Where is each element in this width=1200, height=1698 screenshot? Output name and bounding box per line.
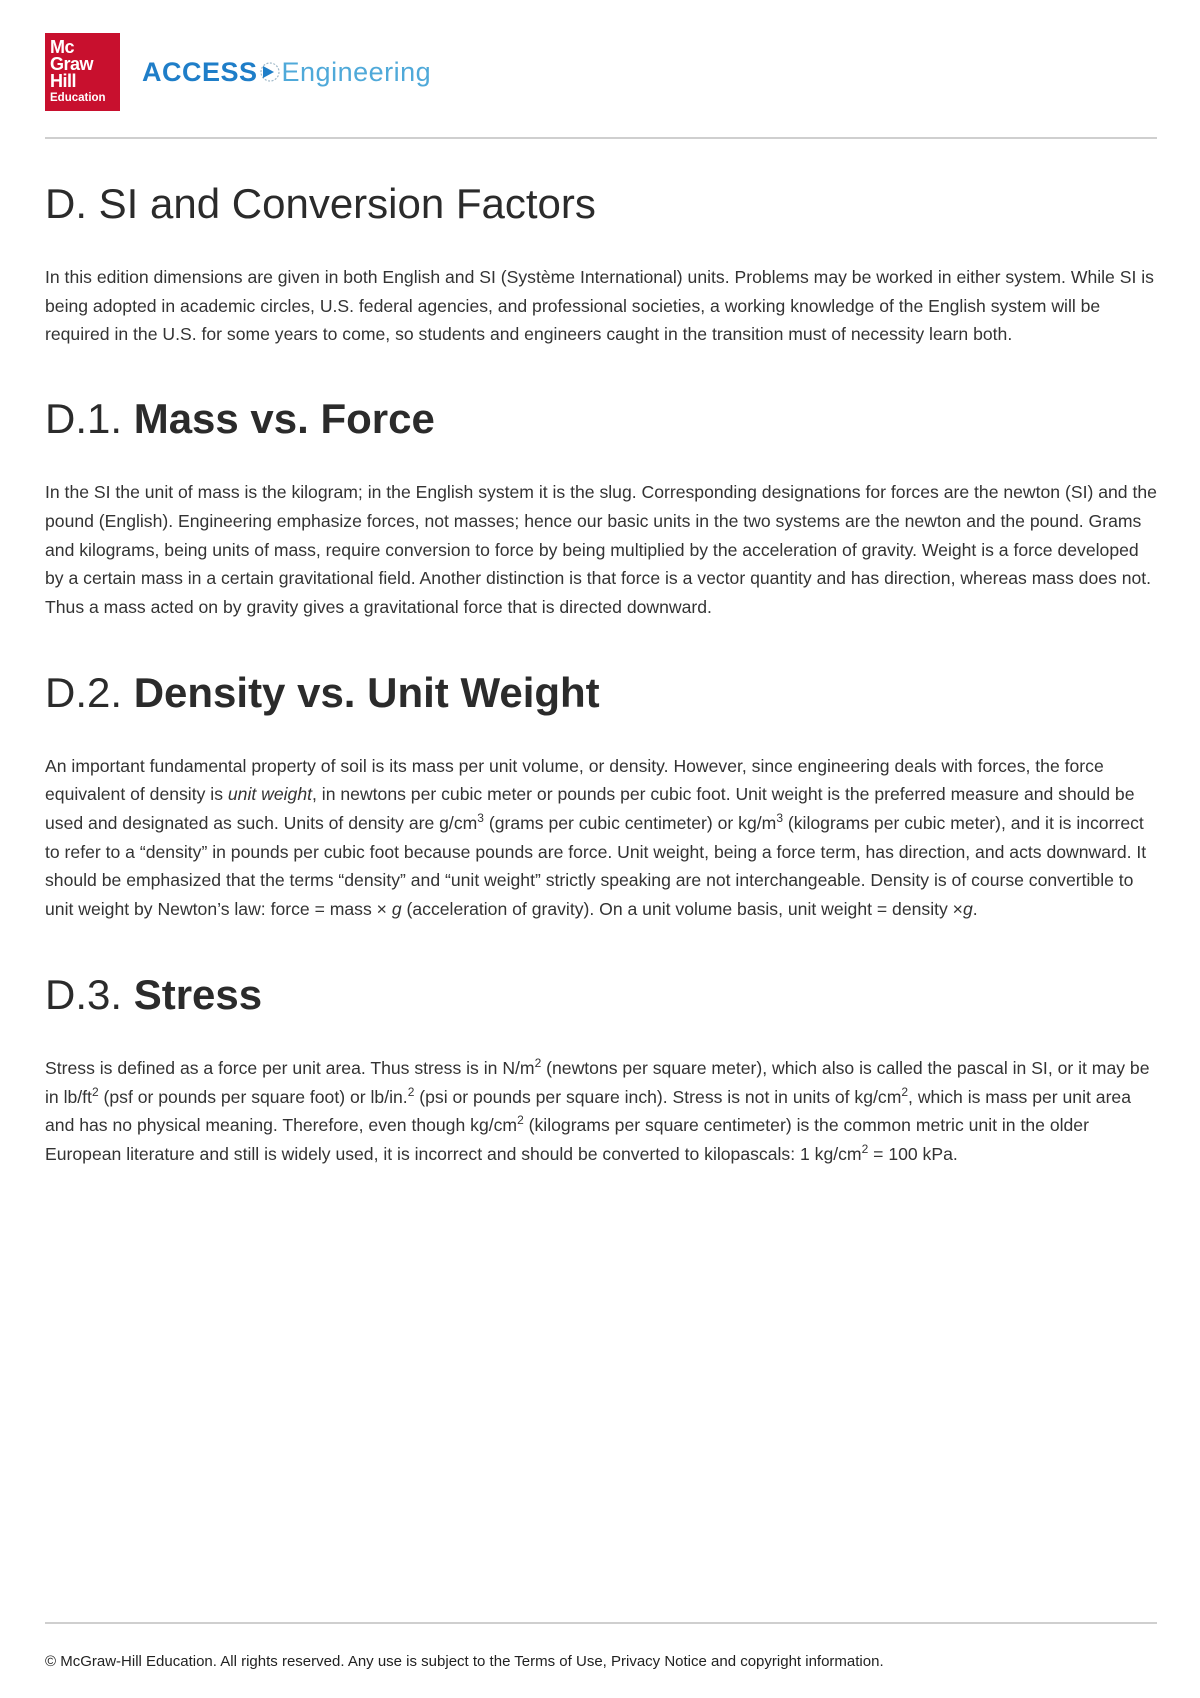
logo-line-mc: Mc xyxy=(50,37,75,57)
text-run: (psf or pounds per square foot) or lb/in. xyxy=(98,1086,408,1107)
section-title: Mass vs. Force xyxy=(133,395,435,443)
text-run: , which is mass per unit area and has no physical meaning. Therefore, even though kg/cm xyxy=(45,1086,1131,1136)
text-run: (newtons per square meter), which also is called the pascal in SI, or it may be in lb/ft xyxy=(45,1057,1150,1107)
copyright-footer: © McGraw-Hill Education. All rights reserved. Any use is subject to the Terms of Use, Privacy Notice and copyright information. xyxy=(45,1653,884,1670)
text-run: (psi or pounds per square inch). Stress is not in units of kg/cm xyxy=(414,1086,902,1107)
section-number: D.3. xyxy=(45,970,123,1018)
text-run: (acceleration of gravity). On a unit volume basis, unit weight = density × xyxy=(401,899,963,920)
superscript: 2 xyxy=(517,1113,524,1128)
text-run: (kilograms per cubic meter), and it is incorrect to refer to a “density” in pounds per cubic foot because pounds are force. Unit weight, being a force term, has direction, and acts downward. It should be emphasized that the terms “density” and “unit weight” strictly speaking are not interchangeable. Density is of course convertible to unit weight by Newton’s law: force = mass × xyxy=(45,813,1147,920)
logo-line-education: Education xyxy=(50,92,106,104)
section-d1-paragraph: In the SI the unit of mass is the kilogram; in the English system it is the slug. Corresponding designations for forces are the newton (SI) and the pound (English). Engineering emphasize forces, not masses; hence our basic units in the two systems are the newton and the pound. Grams and kilograms, being units of mass, require conversion to force by being multiplied by the acceleration of gravity. Weight is a force developed by a certain mass in a certain gravitational field. Another distinction is that force is a vector quantity and has direction, whereas mass does not. Thus a mass acted on by gravity gives a gravitational force that is directed downward. xyxy=(45,482,1157,617)
text-run: , in newtons per cubic meter or pounds per cubic foot. Unit weight is the preferred measure and should be used and designated as such. Units of density are g/cm xyxy=(45,784,1135,834)
superscript: 2 xyxy=(901,1084,909,1099)
intro-paragraph: In this edition dimensions are given in both English and SI (Système International) units. Problems may be worked in either system. While SI is being adopted in academic circles, U.S. federal agencies, and professional societies, a working knowledge of the English system will be required in the U.S. for some years to come, so students and engineers caught in the transition must of necessity learn both. xyxy=(45,267,1154,345)
logo-line-hill: Hill xyxy=(50,71,77,91)
text-run: (kilograms per square centimeter) is the common metric unit in the older European literature and still is widely used, it is incorrect and should be converted to kilopascals: 1 kg/cm xyxy=(45,1115,1089,1164)
superscript: 2 xyxy=(534,1055,542,1070)
superscript: 2 xyxy=(407,1084,415,1099)
variable-g: g xyxy=(391,899,402,920)
header-divider xyxy=(45,137,1157,139)
superscript: 2 xyxy=(91,1084,99,1099)
logo-access-text: ACCESS xyxy=(142,56,258,87)
section-title: Stress xyxy=(133,970,263,1018)
section-number: D.1. xyxy=(45,395,123,443)
logo-engineering-text: Engineering xyxy=(281,56,432,87)
section-heading-d1 xyxy=(45,393,1157,445)
header xyxy=(45,33,431,111)
text-run: = 100 kPa. xyxy=(868,1143,958,1164)
text-run: An important fundamental property of soil is its mass per unit volume, or density. However, since engineering deals with forces, the force equivalent of density is xyxy=(45,755,1104,805)
footer-divider xyxy=(45,1622,1157,1624)
text-run: . xyxy=(972,899,978,920)
superscript: 3 xyxy=(776,811,783,826)
section-number: D.2. xyxy=(45,668,123,716)
text-run: (grams per cubic centimeter) or kg/m xyxy=(483,813,777,834)
superscript: 3 xyxy=(477,811,484,826)
section-heading-d2 xyxy=(45,667,1157,719)
superscript: 2 xyxy=(861,1142,869,1157)
article xyxy=(45,178,1157,1169)
access-engineering-logo[interactable] xyxy=(142,33,431,111)
logo-line-graw: Graw xyxy=(50,54,94,74)
gear-arrow-icon xyxy=(259,57,281,87)
text-run: Stress is defined as a force per unit area. Thus stress is in N/m xyxy=(45,1057,535,1078)
emphasis-unit-weight: unit weight xyxy=(227,784,313,805)
section-d2-paragraph xyxy=(45,752,1157,924)
section-heading-d3 xyxy=(45,969,1157,1021)
section-d3-paragraph xyxy=(45,1054,1157,1169)
variable-g: g xyxy=(962,899,973,920)
mcgraw-hill-logo[interactable] xyxy=(45,33,120,111)
page-title: D. SI and Conversion Factors xyxy=(45,180,596,227)
section-title: Density vs. Unit Weight xyxy=(133,668,600,716)
